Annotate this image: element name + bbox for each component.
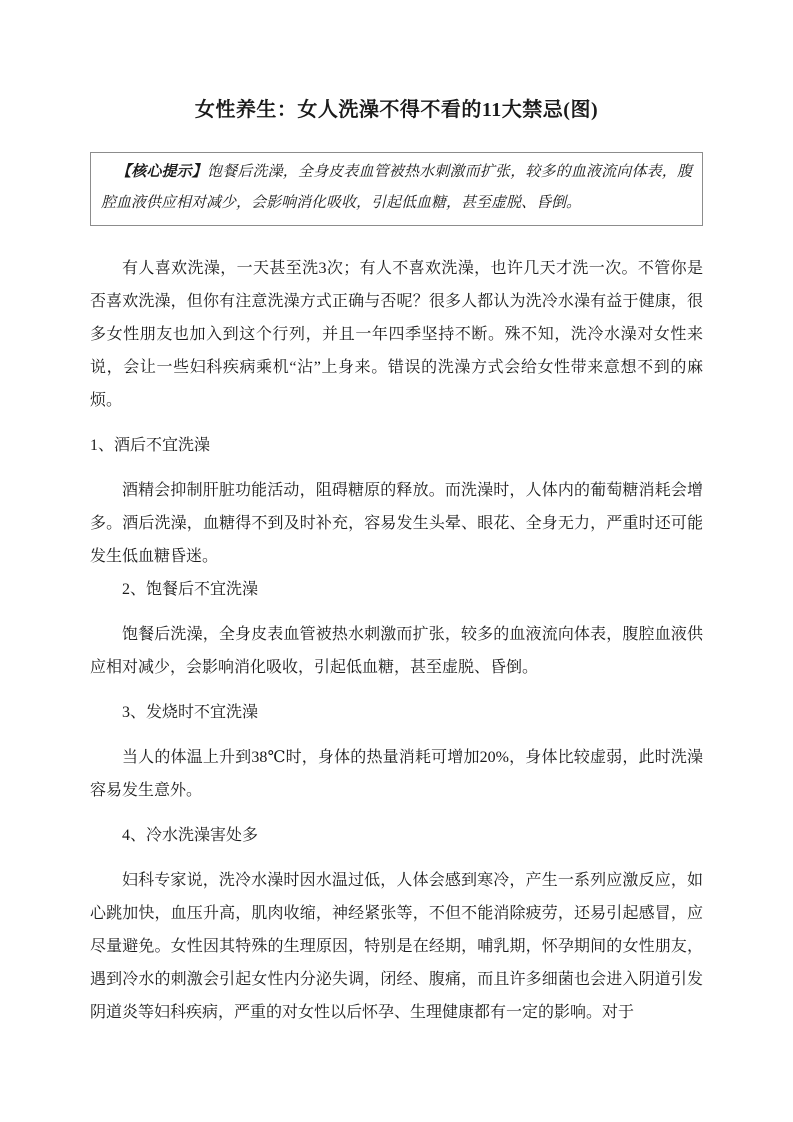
section-1-body: 酒精会抑制肝脏功能活动，阻碍糖原的释放。而洗澡时，人体内的葡萄糖消耗会增多。酒后洗澡，血糖得不到及时补充，容易发生头晕、眼花、全身无力，严重时还可能发生低血糖昏迷。 xyxy=(90,482,703,565)
section-3-body: 当人的体温上升到38℃时，身体的热量消耗可增加20%，身体比较虚弱，此时洗澡容易发生意外。 xyxy=(90,749,703,799)
section-4-body: 妇科专家说，洗冷水澡时因水温过低，人体会感到寒冷，产生一系列应激反应，如心跳加快，血压升高，肌肉收缩，神经紧张等，不但不能消除疲劳，还易引起感冒，应尽量避免。女性因其特殊的生理原因，特别是在经期，哺乳期，怀孕期间的女性朋友，遇到冷水的刺激会引起女性内分泌失调，闭经、腹痛，而且许多细菌也会进入阴道引发阴道炎等妇科疾病，严重的对女性以后怀孕、生理健康都有一定的影响。对于 xyxy=(90,872,703,1021)
intro-paragraph: 有人喜欢洗澡，一天甚至洗3次；有人不喜欢洗澡，也许几天才洗一次。不管你是否喜欢洗澡，但你有注意洗澡方式正确与否呢？很多人都认为洗冷水澡有益于健康，很多女性朋友也加入到这个行列，并且一年四季坚持不断。殊不知，洗冷水澡对女性来说，会让一些妇科疾病乘机“沾”上身来。错误的洗澡方式会给女性带来意想不到的麻烦。 xyxy=(90,260,703,409)
section-4-heading: 4、冷水洗澡害处多 xyxy=(122,827,259,844)
section-1-heading: 1、酒后不宜洗澡 xyxy=(90,437,211,454)
section-3-heading: 3、发烧时不宜洗澡 xyxy=(122,704,259,721)
section-2-heading: 2、饱餐后不宜洗澡 xyxy=(122,581,259,598)
core-tip-label: 【核心提示】 xyxy=(116,164,207,180)
page-title: 女性养生：女人洗澡不得不看的11大禁忌(图) xyxy=(194,99,599,121)
section-2-body: 饱餐后洗澡，全身皮表血管被热水刺激而扩张，较多的血液流向体表，腹腔血液供应相对减少，会影响消化吸收，引起低血糖，甚至虚脱、昏倒。 xyxy=(90,626,703,676)
core-tip-text: 饱餐后洗澡，全身皮表血管被热水刺激而扩张，较多的血液流向体表，腹腔血液供应相对减少，会影响消化吸收，引起低血糖，甚至虚脱、昏倒。 xyxy=(101,164,692,211)
core-tip-paragraph xyxy=(101,157,692,219)
core-tip-box xyxy=(90,152,703,226)
